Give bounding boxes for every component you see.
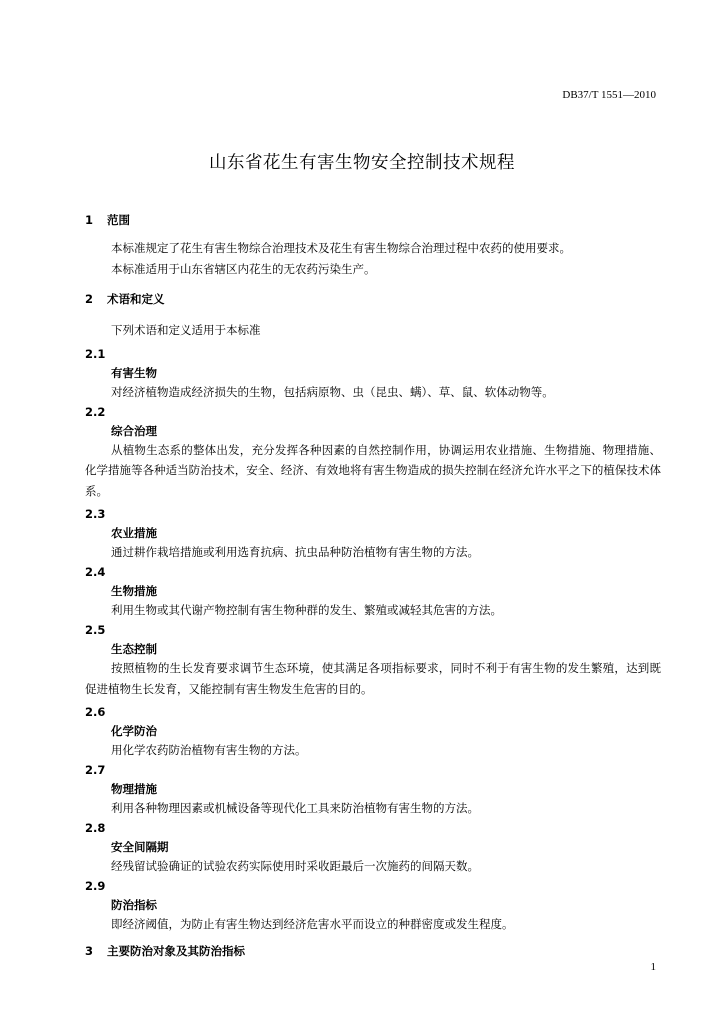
term-number: 2.7 <box>85 763 106 777</box>
term-name: 防治指标 <box>111 898 157 912</box>
term-definition: 利用生物或其代谢产物控制有害生物种群的发生、繁殖或减轻其危害的方法。 <box>111 603 502 617</box>
term-number: 2.8 <box>85 821 106 835</box>
term-definition: 按照植物的生长发育要求调节生态环境，使其满足各项指标要求，同时不利于有害生物的发生繁殖，达到既促进植物生长发育，又能控制有害生物发生危害的目的。 <box>85 661 661 696</box>
term-number: 2.9 <box>85 879 106 893</box>
term-number: 2.3 <box>85 507 106 521</box>
term-number: 2.2 <box>85 404 106 419</box>
section-3-heading <box>85 944 661 958</box>
term-number: 2.5 <box>85 623 106 637</box>
term-definition: 通过耕作栽培措施或利用选育抗病、抗虫品种防治植物有害生物的方法。 <box>111 545 479 559</box>
section-1-heading <box>85 213 661 227</box>
section-2-heading <box>85 292 661 306</box>
term-definition: 经残留试验确证的试验农药实际使用时采收距最后一次施药的间隔天数。 <box>111 859 479 873</box>
term-definition: 利用各种物理因素或机械设备等现代化工具来防治植物有害生物的方法。 <box>111 801 479 815</box>
term-name: 有害生物 <box>111 365 157 380</box>
term-name: 综合治理 <box>111 423 157 438</box>
section-number: 3 <box>85 944 94 958</box>
section-title: 范围 <box>107 213 130 227</box>
term-number: 2.6 <box>85 705 106 719</box>
term-definition: 即经济阈值，为防止有害生物达到经济危害水平而设立的种群密度或发生程度。 <box>111 917 514 931</box>
term-name: 物理措施 <box>111 782 157 796</box>
section-title: 主要防治对象及其防治指标 <box>107 944 245 958</box>
term-definition: 对经济植物造成经济损失的生物，包括病原物、虫（昆虫、螨）、草、鼠、软体动物等。 <box>111 384 554 399</box>
document-title: 山东省花生有害生物安全控制技术规程 <box>209 153 515 173</box>
term-number: 2.1 <box>85 346 106 361</box>
section-number: 1 <box>85 213 94 227</box>
term-definition: 用化学农药防治植物有害生物的方法。 <box>111 743 307 757</box>
section-title: 术语和定义 <box>107 292 165 306</box>
term-name: 化学防治 <box>111 724 157 738</box>
standard-code: DB37/T 1551—2010 <box>562 89 656 101</box>
term-name: 生物措施 <box>111 584 157 598</box>
scope-paragraph: 本标准适用于山东省辖区内花生的无农药污染生产。 <box>111 261 376 276</box>
terms-intro: 下列术语和定义适用于本标准 <box>111 323 261 337</box>
term-name: 安全间隔期 <box>111 840 169 854</box>
scope-paragraph: 本标准规定了花生有害生物综合治理技术及花生有害生物综合治理过程中农药的使用要求。 <box>111 241 571 255</box>
term-number: 2.4 <box>85 565 106 579</box>
document-body <box>85 213 661 958</box>
page-number: 1 <box>650 961 656 973</box>
term-name: 农业措施 <box>111 526 157 540</box>
term-name: 生态控制 <box>111 642 157 656</box>
term-definition: 从植物生态系的整体出发，充分发挥各种因素的自然控制作用，协调运用农业措施、生物措施、物理措施、化学措施等各种适当防治技术，安全、经济、有效地将有害生物造成的损失控制在经济允许水平之下的植保技术体系。 <box>85 442 661 498</box>
section-number: 2 <box>85 292 94 306</box>
